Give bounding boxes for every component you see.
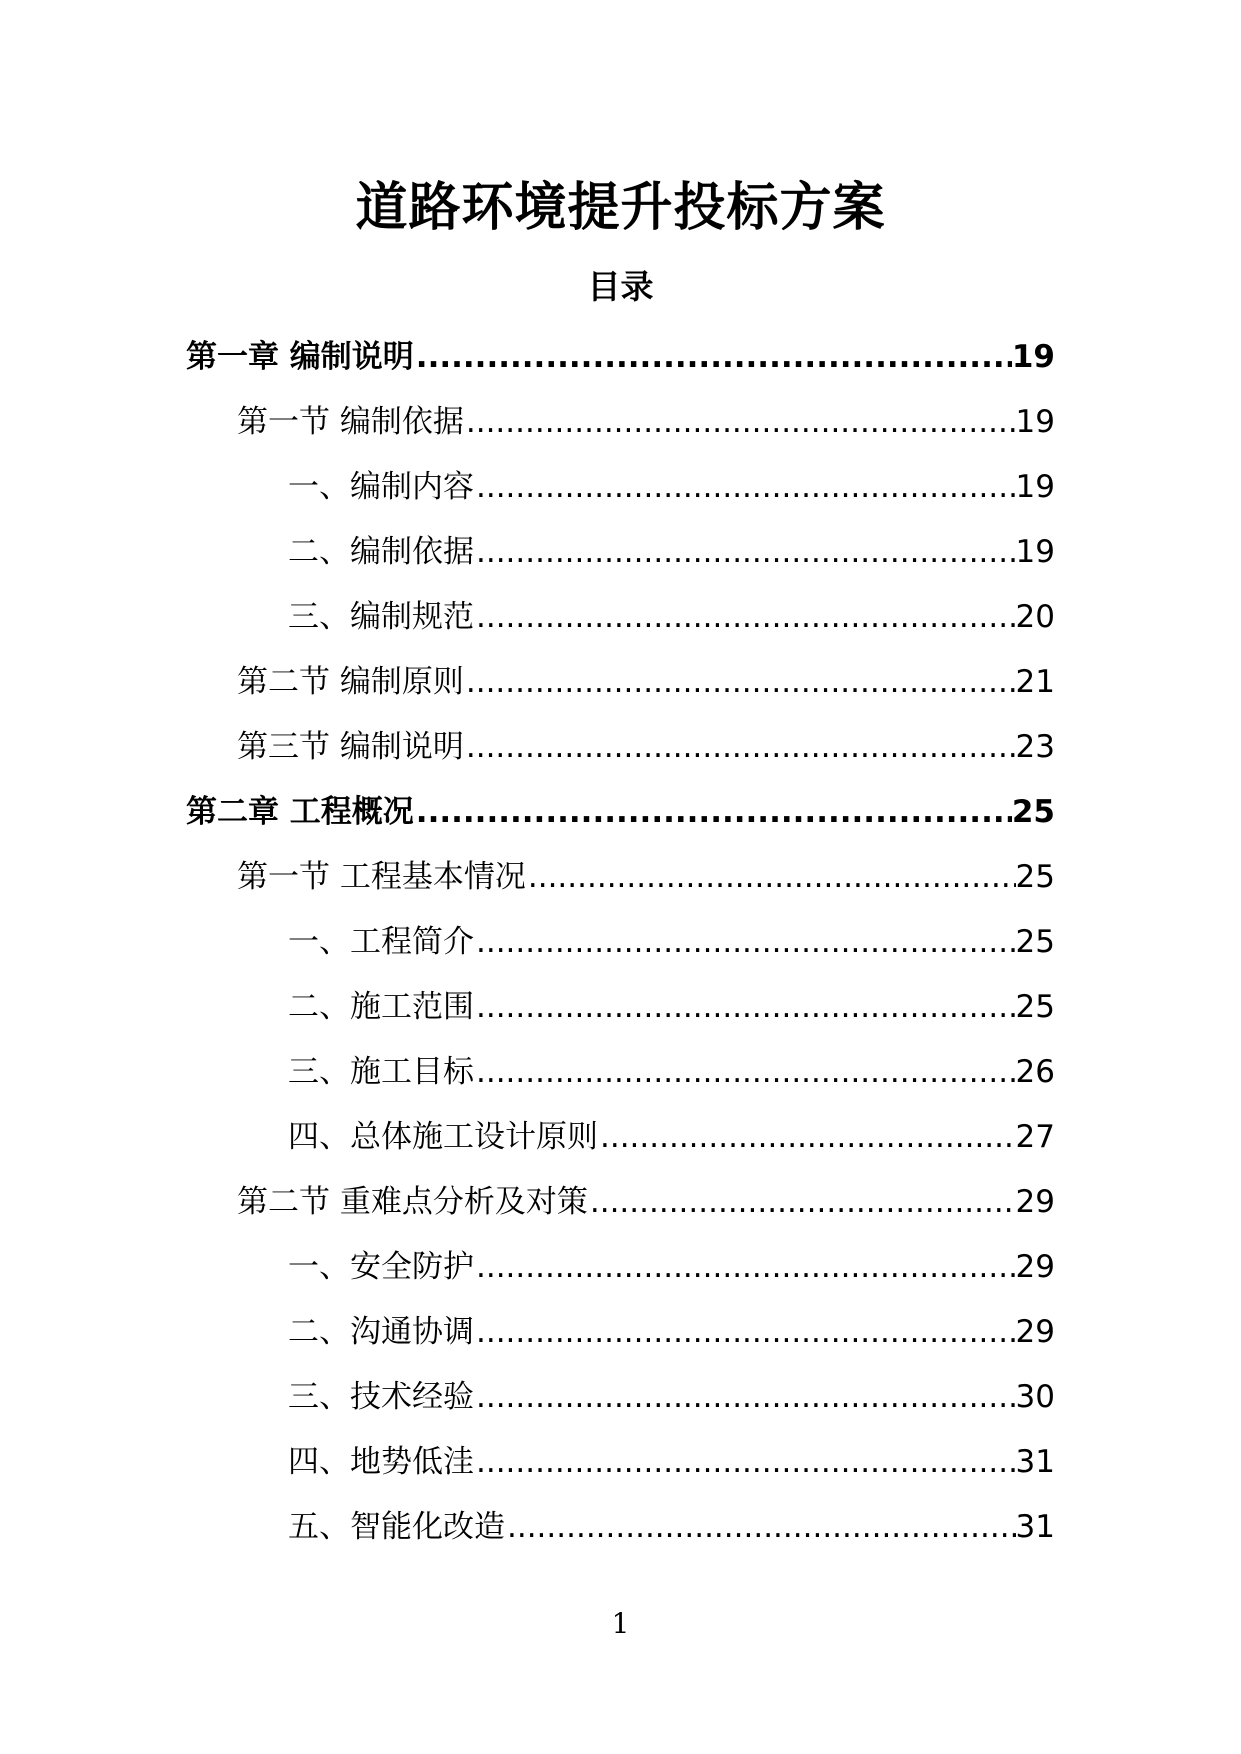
- toc-entry-subsection[interactable]: [0, 1104, 1241, 1169]
- toc-entry-subsection[interactable]: [0, 584, 1241, 649]
- toc-entry-title: 五、智能化改造: [288, 1508, 505, 1545]
- toc-dot-leader: [474, 922, 1016, 962]
- toc-entry-title: 二、施工范围: [288, 988, 474, 1025]
- toc-entry-title: 一、安全防护: [288, 1248, 474, 1285]
- toc-entry-subsection[interactable]: [0, 1494, 1241, 1559]
- toc-dot-leader: [598, 1117, 1016, 1157]
- toc-entry-page: 19: [1015, 468, 1055, 505]
- toc-dot-leader: [464, 402, 1016, 442]
- toc-entry-title: 二、编制依据: [288, 533, 474, 570]
- toc-entry-chapter[interactable]: [0, 324, 1241, 389]
- toc-entry-page: 29: [1015, 1248, 1055, 1285]
- toc-entry-page: 19: [1015, 403, 1055, 440]
- toc-entry-subsection[interactable]: [0, 974, 1241, 1039]
- toc-dot-leader: [474, 1247, 1016, 1287]
- toc-entry-title: 第二章 工程概况: [186, 793, 414, 830]
- toc-entry-title: 第三节 编制说明: [237, 728, 464, 765]
- toc-entry-subsection[interactable]: [0, 1039, 1241, 1104]
- toc-entry-subsection[interactable]: [0, 1234, 1241, 1299]
- toc-entry-title: 第二节 编制原则: [237, 663, 464, 700]
- toc-entry-page: 31: [1015, 1508, 1055, 1545]
- toc-entry-subsection[interactable]: [0, 519, 1241, 584]
- toc-entry-subsection[interactable]: [0, 454, 1241, 519]
- toc-dot-leader: [474, 1442, 1016, 1482]
- toc-entry-subsection[interactable]: [0, 1429, 1241, 1494]
- toc-entry-title: 第一章 编制说明: [186, 338, 414, 375]
- toc-dot-leader: [474, 467, 1016, 507]
- toc-dot-leader: [474, 1377, 1016, 1417]
- toc-dot-leader: [414, 337, 1012, 377]
- toc-entry-section[interactable]: [0, 714, 1241, 779]
- toc-entry-page: 31: [1015, 1443, 1055, 1480]
- toc-dot-leader: [414, 792, 1012, 832]
- page-number: 1: [611, 1607, 630, 1640]
- toc-entry-title: 第一节 工程基本情况: [237, 858, 526, 895]
- toc-entry-page: 27: [1015, 1118, 1055, 1155]
- toc-entry-title: 第二节 重难点分析及对策: [237, 1183, 588, 1220]
- toc-entry-title: 三、施工目标: [288, 1053, 474, 1090]
- toc-dot-leader: [588, 1182, 1016, 1222]
- toc-entry-section[interactable]: [0, 389, 1241, 454]
- toc-entry-page: 25: [1015, 923, 1055, 960]
- toc-entry-subsection[interactable]: [0, 1364, 1241, 1429]
- toc-entry-page: 26: [1015, 1053, 1055, 1090]
- toc-entry-section[interactable]: [0, 844, 1241, 909]
- toc-entry-title: 第一节 编制依据: [237, 403, 464, 440]
- toc-entry-page: 19: [1015, 533, 1055, 570]
- toc-dot-leader: [464, 662, 1016, 702]
- toc-entry-page: 25: [1011, 793, 1055, 830]
- document-title: 道路环境提升投标方案: [355, 178, 886, 238]
- toc-entry-title: 一、编制内容: [288, 468, 474, 505]
- toc-heading: 目录: [587, 267, 654, 306]
- toc-entry-title: 四、地势低洼: [288, 1443, 474, 1480]
- toc-entry-page: 29: [1015, 1183, 1055, 1220]
- toc-dot-leader: [526, 857, 1016, 897]
- toc-dot-leader: [474, 1312, 1016, 1352]
- toc-entry-page: 23: [1015, 728, 1055, 765]
- toc-entry-page: 19: [1011, 338, 1055, 375]
- toc-dot-leader: [474, 987, 1016, 1027]
- toc-entry-title: 三、编制规范: [288, 598, 474, 635]
- toc-entry-title: 一、工程简介: [288, 923, 474, 960]
- toc-dot-leader: [464, 727, 1016, 767]
- toc-entry-title: 四、总体施工设计原则: [288, 1118, 598, 1155]
- toc-dot-leader: [474, 1052, 1016, 1092]
- table-of-contents: [0, 324, 1241, 1559]
- toc-entry-page: 30: [1015, 1378, 1055, 1415]
- toc-entry-page: 25: [1015, 988, 1055, 1025]
- toc-entry-page: 25: [1015, 858, 1055, 895]
- toc-dot-leader: [505, 1507, 1016, 1547]
- toc-entry-title: 二、沟通协调: [288, 1313, 474, 1350]
- toc-entry-subsection[interactable]: [0, 909, 1241, 974]
- toc-entry-chapter[interactable]: [0, 779, 1241, 844]
- toc-entry-subsection[interactable]: [0, 1299, 1241, 1364]
- toc-entry-title: 三、技术经验: [288, 1378, 474, 1415]
- toc-entry-page: 29: [1015, 1313, 1055, 1350]
- toc-entry-page: 20: [1015, 598, 1055, 635]
- toc-entry-section[interactable]: [0, 649, 1241, 714]
- toc-dot-leader: [474, 532, 1016, 572]
- toc-dot-leader: [474, 597, 1016, 637]
- toc-entry-page: 21: [1015, 663, 1055, 700]
- toc-entry-section[interactable]: [0, 1169, 1241, 1234]
